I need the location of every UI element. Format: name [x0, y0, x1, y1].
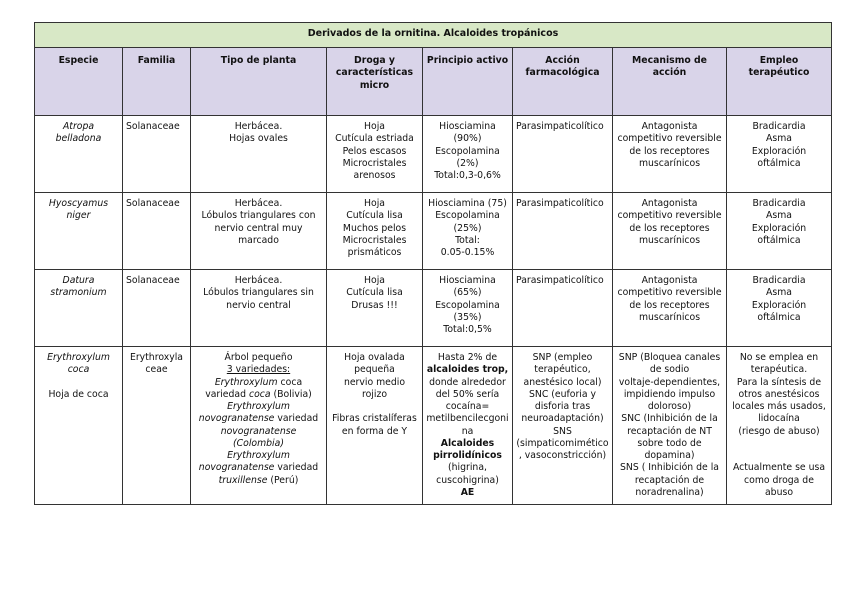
cell-line: competitivo reversible: [617, 287, 722, 299]
cell-line: belladona: [55, 133, 102, 145]
cell-especie: [35, 193, 123, 270]
cell-line: (65%): [453, 287, 482, 299]
cell-line: nervio central: [226, 299, 291, 311]
cell-line: SNS: [553, 425, 572, 437]
table-row: [35, 270, 832, 347]
cell-line: marcado: [238, 234, 279, 246]
alkaloids-table: [34, 22, 832, 505]
header-empleo: Empleo terapéutico: [727, 48, 832, 116]
table-row: [35, 347, 832, 505]
cell-principio: [423, 347, 513, 505]
cell-line: otros anestésicos: [738, 388, 820, 400]
cell-droga: [327, 193, 423, 270]
cell-line: Erythroxylum: [227, 401, 290, 413]
cell-line: [194, 389, 323, 401]
cell-line: muscarínicos: [638, 234, 701, 246]
cell-tipo: [191, 270, 327, 347]
cell-line: Bradicardia: [752, 198, 806, 209]
cell-line: Hoja ovalada: [344, 352, 405, 363]
cell-line: (2%): [456, 157, 479, 169]
cell-line: cuscohigrina): [436, 474, 499, 486]
cell-line: Hyoscyamus: [48, 198, 109, 209]
cell-especie: [35, 116, 123, 193]
cell-line: Herbácea.: [234, 275, 283, 286]
header-familia: Familia: [123, 48, 191, 116]
header-droga-line: Droga y: [354, 55, 395, 66]
cell-line: Bradicardia: [752, 275, 806, 286]
cell-line: recaptación de NT: [627, 425, 712, 437]
text-segment: novogranatense: [198, 413, 275, 425]
cell-line: nervio medio: [343, 376, 406, 388]
cell-line: lidocaína: [758, 413, 800, 425]
cell-line: (simpaticomimético: [516, 437, 609, 449]
cell-line: rojizo: [361, 388, 388, 400]
cell-line: Hoja de coca: [48, 388, 109, 400]
cell-mecanismo: [613, 270, 727, 347]
cell-line: disforia tras: [534, 401, 591, 413]
cell-line: SNS ( Inhibición de la: [620, 462, 719, 474]
text-segment: (Bolivia): [270, 388, 312, 400]
cell-line: Cutícula estriada: [335, 133, 414, 145]
cell-line: Hiosciamina: [439, 275, 496, 286]
cell-line: en forma de Y: [341, 425, 408, 437]
cell-line: pequeña: [354, 364, 395, 376]
cell-line: como droga de: [744, 474, 814, 486]
cell-line: Herbácea.: [234, 198, 283, 209]
cell-line: Lóbulos triangulares con: [201, 210, 316, 222]
cell-line: na: [461, 425, 474, 437]
cell-line: metilbencilecgoni: [426, 413, 509, 425]
cell-line: Alcaloides: [440, 437, 495, 449]
cell-principio: [423, 270, 513, 347]
cell-line: No se emplea en: [739, 352, 819, 363]
cell-line: recaptación de: [634, 474, 705, 486]
cell-line: [194, 426, 323, 451]
cell-line: sobre todo de: [637, 437, 702, 449]
cell-line: Cutícula lisa: [346, 287, 403, 299]
cell-line: oftálmica: [757, 234, 801, 246]
cell-line: Total:: [455, 234, 480, 246]
cell-line: Escopolamina: [435, 210, 500, 222]
cell-especie: [35, 270, 123, 347]
cell-tipo: [191, 347, 327, 505]
cell-line: Cutícula lisa: [346, 210, 403, 222]
text-segment: variedad: [274, 462, 319, 474]
cell-line: Lóbulos triangulares sin: [203, 287, 314, 299]
cell-line: Fibras cristalíferas: [332, 413, 417, 425]
cell-droga: [327, 270, 423, 347]
cell-familia: [123, 347, 191, 505]
cell-line: de los receptores: [629, 145, 710, 157]
cell-line: SNC (euforia y: [528, 388, 597, 400]
cell-line: Microcristales: [342, 234, 407, 246]
cell-tipo: [191, 193, 327, 270]
cell-line: prismáticos: [347, 247, 402, 259]
cell-line: , vasoconstricción): [518, 450, 607, 462]
cell-mecanismo: [613, 116, 727, 193]
cell-line: terapéutico,: [534, 364, 591, 376]
cell-line: Hiosciamina: [439, 121, 496, 132]
cell-line: niger: [66, 210, 91, 222]
cell-especie: [35, 347, 123, 505]
cell-familia: Solanaceae: [123, 116, 191, 193]
cell-line: donde alrededor: [429, 376, 506, 388]
cell-familia: Solanaceae: [123, 193, 191, 270]
cell-principio: [423, 116, 513, 193]
cell-line: Pelos escasos: [342, 145, 407, 157]
cell-line: anestésico local): [523, 376, 602, 388]
cell-familia: Solanaceae: [123, 270, 191, 347]
cell-line: Hojas ovales: [229, 133, 288, 145]
cell-line: noradrenalina): [635, 486, 704, 498]
cell-line: Exploración: [751, 222, 807, 234]
cell-droga: [327, 116, 423, 193]
cell-line: doloroso): [647, 401, 692, 413]
cell-line: impidiendo impulso: [623, 388, 716, 400]
cell-line: de los receptores: [629, 222, 710, 234]
header-accion-line: Acción: [545, 55, 580, 66]
cell-accion: Parasimpaticolítico: [513, 193, 613, 270]
cell-line: Erythroxylum: [227, 450, 290, 462]
cell-line: dopamina): [644, 450, 695, 462]
cell-line: Herbácea.: [234, 121, 283, 132]
text-segment: coca: [277, 376, 303, 388]
cell-line: SNP (empleo: [532, 352, 593, 363]
cell-line: Árbol pequeño: [224, 352, 293, 363]
text-segment: novogranatense: [198, 462, 275, 474]
cell-line: Asma: [766, 210, 792, 222]
cell-mecanismo: [613, 347, 727, 505]
cell-empleo: [727, 270, 832, 347]
cell-droga: [327, 347, 423, 505]
cell-line: Antagonista: [641, 121, 698, 132]
cell-line: (35%): [453, 311, 482, 323]
cell-line: Hoja: [364, 121, 385, 132]
cell-line: alcaloides trop,: [426, 364, 509, 376]
cell-line: oftálmica: [757, 157, 801, 169]
cell-line: AE: [460, 486, 475, 498]
cell-line: (90%): [453, 133, 482, 145]
cell-line: neuroadaptación): [521, 413, 604, 425]
cell-line: locales más usados,: [732, 401, 826, 413]
cell-line: Microcristales: [342, 157, 407, 169]
cell-line: Bradicardia: [752, 121, 806, 132]
cell-line: Antagonista: [641, 275, 698, 286]
cell-line: arenosos: [353, 170, 396, 182]
text-segment: variedad: [274, 413, 319, 425]
cell-line: SNC (Inhibición de la: [621, 413, 718, 425]
cell-line: muscarínicos: [638, 311, 701, 323]
cell-line: [194, 413, 323, 425]
cell-empleo: [727, 347, 832, 505]
cell-line: (higrina,: [448, 462, 487, 474]
cell-line: coca: [67, 364, 90, 376]
cell-line: Exploración: [751, 299, 807, 311]
cell-line: Hoja: [364, 275, 385, 286]
cell-line: Drusas !!!: [351, 299, 398, 311]
cell-line: oftálmica: [757, 311, 801, 323]
cell-line: Erythroxyla: [129, 352, 184, 363]
cell-line: competitivo reversible: [617, 133, 722, 145]
header-mecanismo: Mecanismo de acción: [613, 48, 727, 116]
text-segment: coca: [248, 388, 271, 400]
cell-line: Antagonista: [641, 198, 698, 209]
cell-tipo: [191, 116, 327, 193]
cell-line: Erythroxylum: [47, 352, 110, 363]
cell-line: Para la síntesis de: [736, 376, 822, 388]
cell-line: terapéutica.: [750, 364, 808, 376]
cell-line: Escopolamina: [435, 145, 500, 157]
text-segment: variedad: [205, 388, 249, 400]
cell-line: [194, 475, 323, 487]
cell-line: cocaína=: [445, 401, 490, 413]
cell-line: Atropa: [62, 121, 95, 132]
cell-line: competitivo reversible: [617, 210, 722, 222]
cell-line: Actualmente se usa: [732, 462, 826, 474]
header-droga-line: características: [335, 67, 414, 79]
header-tipo-planta: Tipo de planta: [191, 48, 327, 116]
cell-line: [730, 450, 828, 462]
cell-line: Asma: [766, 287, 792, 299]
cell-line: del 50% sería: [435, 388, 500, 400]
cell-line: Hoja: [364, 198, 385, 209]
cell-line: SNP (Bloquea canales: [618, 352, 721, 363]
text-segment: Erythroxylum: [214, 376, 278, 388]
cell-line: [730, 438, 828, 450]
cell-line: pirrolidínicos: [433, 450, 502, 462]
cell-mecanismo: [613, 193, 727, 270]
cell-line: (riesgo de abuso): [738, 425, 820, 437]
table-title: Derivados de la ornitina. Alcaloides tropánicos: [35, 23, 832, 48]
cell-line: [194, 462, 323, 474]
cell-line: voltaje-dependientes,: [618, 376, 721, 388]
cell-line: stramonium: [50, 287, 107, 299]
cell-line: Asma: [766, 133, 792, 145]
table-row: [35, 193, 832, 270]
cell-line: (25%): [453, 222, 482, 234]
header-accion: [513, 48, 613, 116]
cell-accion: Parasimpaticolítico: [513, 116, 613, 193]
cell-line: [194, 377, 323, 389]
cell-line: [330, 401, 419, 413]
table-row: [35, 116, 832, 193]
cell-line: Total:0,3-0,6%: [434, 170, 501, 182]
cell-line: [38, 377, 119, 389]
cell-line: Escopolamina: [435, 299, 500, 311]
cell-line: abuso: [764, 486, 794, 498]
cell-empleo: [727, 193, 832, 270]
header-accion-line: farmacológica: [525, 67, 600, 79]
cell-line: muscarínicos: [638, 157, 701, 169]
cell-line: ceae: [145, 364, 168, 376]
header-droga: [327, 48, 423, 116]
text-segment: (Colombia): [233, 437, 284, 449]
cell-empleo: [727, 116, 832, 193]
header-droga-line: micro: [359, 79, 390, 91]
cell-line: de sodio: [649, 364, 690, 376]
cell-accion: Parasimpaticolítico: [513, 270, 613, 347]
header-especie: Especie: [35, 48, 123, 116]
cell-line: 3 variedades:: [226, 364, 291, 376]
header-principio: Principio activo: [423, 48, 513, 116]
text-segment: (Perú): [267, 474, 299, 486]
cell-line: nervio central muy: [214, 222, 303, 234]
cell-accion: [513, 347, 613, 505]
cell-line: Exploración: [751, 145, 807, 157]
cell-line: Datura: [62, 275, 95, 286]
text-segment: novogranatense: [220, 425, 297, 437]
cell-line: Hiosciamina (75): [428, 198, 507, 209]
cell-line: Total:0,5%: [443, 324, 492, 336]
cell-line: Hasta 2% de: [437, 352, 498, 363]
cell-line: de los receptores: [629, 299, 710, 311]
text-segment: truxillense: [218, 474, 268, 486]
cell-line: Muchos pelos: [342, 222, 407, 234]
cell-principio: [423, 193, 513, 270]
cell-line: 0.05-0.15%: [440, 247, 495, 259]
